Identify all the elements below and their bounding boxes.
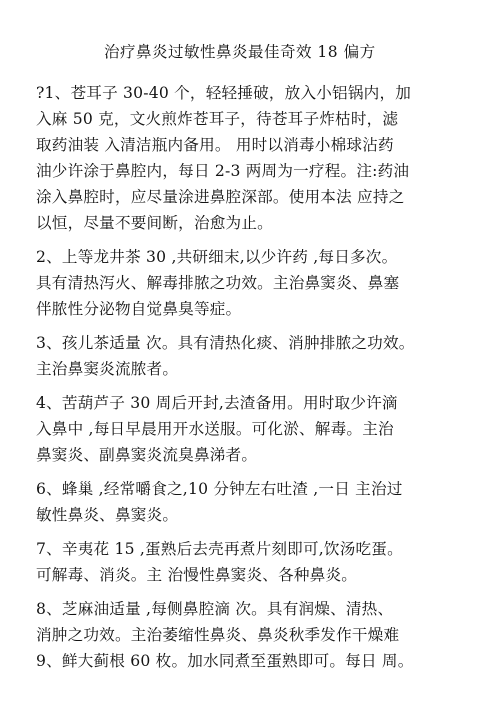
text-line: 敏性鼻炎、鼻窦炎。: [36, 506, 179, 524]
text-line: 取药油装 入清洁瓶内备用。 用时以消毒小棉球沾药: [36, 136, 394, 154]
text-line: 入麻 50 克，文火煎炸苍耳子，待苍耳子炸枯时，滤: [36, 110, 399, 128]
remedy-paragraph-2: [36, 244, 450, 322]
text-line: 3、孩儿茶适量 次。具有清热化痰、消肿排脓之功效。: [36, 334, 415, 352]
remedy-paragraph-3: [36, 330, 450, 382]
text-line: 2、上等龙井茶 30 ,共研细末,以少许药 ,每日多次。: [36, 248, 398, 266]
text-line: 入鼻中 ,每日早晨用开水送服。可化淤、解毒。主治: [36, 420, 394, 438]
text-line: 以恒，尽量不要间断，治愈为止。: [36, 214, 273, 232]
text-line: 4、苦葫芦子 30 周后开封,去渣备用。用时取少许滴: [36, 394, 398, 412]
text-line: 7、辛夷花 15 ,蛋熟后去壳再煮片刻即可,饮汤吃蛋。: [36, 540, 403, 558]
text-line: 伴脓性分泌物自觉鼻臭等症。: [36, 300, 242, 318]
text-line: 主治鼻窦炎流脓者。: [36, 360, 179, 378]
text-line: 具有清热泻火、解毒排脓之功效。主治鼻窦炎、鼻塞: [36, 274, 400, 292]
remedy-paragraph-4: [36, 390, 450, 468]
remedy-paragraph-6: [36, 476, 450, 528]
text-line: ?1、苍耳子 30-40 个，轻轻捶破，放入小铝锅内，加: [36, 84, 412, 102]
remedy-paragraph-8: [36, 596, 450, 674]
text-line: 油少许涂于鼻腔内，每日 2-3 两周为一疗程。注:药油: [36, 162, 410, 180]
text-line: 可解毒、消炎。主 治慢性鼻窦炎、各种鼻炎。: [36, 566, 358, 584]
text-line: 6、蜂巢 ,经常嚼食之,10 分钟左右吐渣 ,一日 主治过: [36, 480, 403, 498]
remedy-paragraph-1: [36, 80, 450, 236]
remedy-paragraph-7: [36, 536, 450, 588]
text-line: 涂入鼻腔时，应尽量涂进鼻腔深部。使用本法 应持之: [36, 188, 405, 206]
document-title: 治疗鼻炎过敏性鼻炎最佳奇效 18 偏方: [104, 43, 376, 61]
document-body: [36, 80, 450, 674]
text-line: 8、芝麻油适量 ,每侧鼻腔滴 次。具有润燥、清热、: [36, 600, 394, 618]
text-line: 9、鲜大蓟根 60 枚。加水同煮至蛋熟即可。每日 周。: [36, 652, 414, 670]
text-line: 消肿之功效。主治萎缩性鼻炎、鼻炎秋季发作干燥难: [36, 626, 400, 644]
text-line: 鼻窦炎、副鼻窦炎流臭鼻涕者。: [36, 446, 258, 464]
